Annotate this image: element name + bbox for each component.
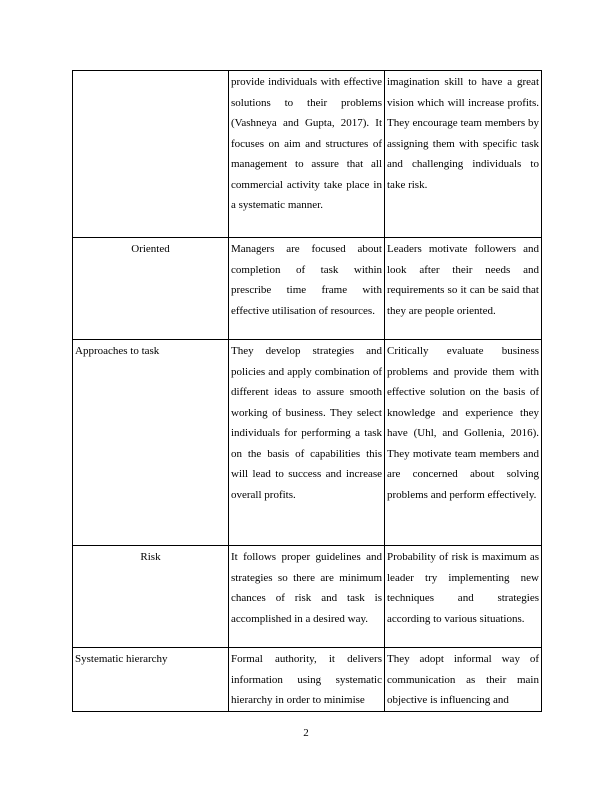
management-cell: Formal authority, it delivers information using systematic hierarchy in order to minimise xyxy=(229,648,385,712)
table-row xyxy=(73,71,542,238)
management-cell: provide individuals with effective solutions to their problems (Vashneya and Gupta, 2017). It focuses on aim and structures of management to assure that all commercial activity take place in a systematic manner. xyxy=(229,71,385,238)
comparison-table xyxy=(72,70,542,712)
table-row xyxy=(73,546,542,648)
table-row xyxy=(73,648,542,712)
table-row xyxy=(73,340,542,546)
row-label-cell: Oriented xyxy=(73,238,229,340)
leadership-cell: Critically evaluate business problems and provide them with effective solution on the basis of knowledge and experience they have (Uhl, and Gollenia, 2016). They motivate team members and are concerned about solving problems and perform effectively. xyxy=(385,340,542,546)
leadership-cell: imagination skill to have a great vision which will increase profits. They encourage team members by assigning them with specific task and challenging individuals to take risk. xyxy=(385,71,542,238)
leadership-cell: Probability of risk is maximum as leader try implementing new techniques and strategies according to various situations. xyxy=(385,546,542,648)
management-cell: They develop strategies and policies and apply combination of different ideas to assure smooth working of business. They select individuals for performing a task on the basis of capabilities this will lead to success and increase overall profits. xyxy=(229,340,385,546)
row-label-cell: Approaches to task xyxy=(73,340,229,546)
row-label-cell: Systematic hierarchy xyxy=(73,648,229,712)
management-cell: It follows proper guidelines and strategies so there are minimum chances of risk and task is accomplished in a desired way. xyxy=(229,546,385,648)
leadership-cell: They adopt informal way of communication as their main objective is influencing and xyxy=(385,648,542,712)
page-number: 2 xyxy=(303,727,309,739)
table-row xyxy=(73,238,542,340)
management-cell: Managers are focused about completion of task within prescribe time frame with effective utilisation of resources. xyxy=(229,238,385,340)
row-label-cell: Risk xyxy=(73,546,229,648)
leadership-cell: Leaders motivate followers and look after their needs and requirements so it can be said that they are people oriented. xyxy=(385,238,542,340)
row-label-cell xyxy=(73,71,229,238)
